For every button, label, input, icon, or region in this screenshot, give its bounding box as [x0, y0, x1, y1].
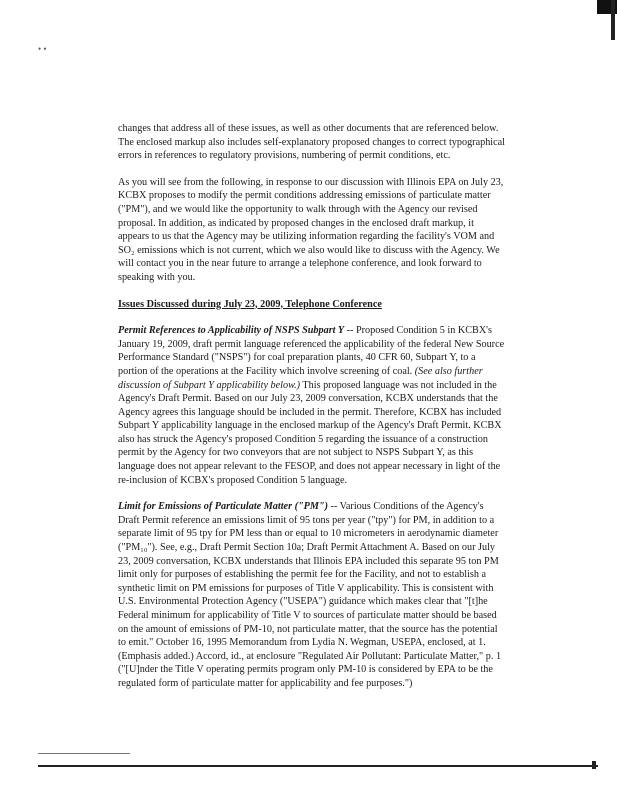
letter-body: [118, 122, 506, 704]
paragraph-text: -- Various Conditions of the Agency's Draft Permit reference an emissions limit of 95 tons per year ("tpy") for PM, in addition to a separate limit of 95 tpy for PM less than or equal to 10 micrometers in aerodynamic diameter ("PM₁₀"). See, e.g., Draft Permit Section 10a; Draft Permit Attachment A. Based on our July 23, 2009 conversation, KCBX understands that Illinois EPA included this separate 95 ton PM limit only for purposes of establishing the permit fee for the Facility, and not to establish a synthetic limit on PM emissions for purposes of Title V applicability. This is consistent with U.S. Environmental Protection Agency ("USEPA") guidance which makes clear that "[t]he Federal minimum for applicability of Title V to sources of particulate matter should be based on the amount of emissions of PM-10, not particulate matter, that the source has the potential to emit." October 16, 1995 Memorandum from Lydia N. Wegman, USEPA, enclosed, at 1. (Emphasis added.) Accord, id., at enclosure "Regulated Air Pollutant: Particulate Matter," p. 1 ("[U]nder the Title V operating permits program only PM-10 is considered by EPA to be the regulated form of particulate matter for applicability and fee purposes."): [118, 501, 502, 689]
page-bottom-edge: [38, 765, 598, 767]
paragraph-lead: Permit References to Applicability of NSPS Subpart Y: [118, 325, 345, 337]
paragraph-text: This proposed language was not included in the Agency's Draft Permit. Based on our July 23, 2009 conversation, KCBX understands that the Agency agrees this language should be included in the permit. Therefore, KCBX has included Subpart Y applicability language in the enclosed markup of the Agency's Draft Permit. KCBX also has struck the Agency's proposed Condition 5 regarding the issuance of a construction permit by the Agency for two conveyors that are not subject to NSPS Subpart Y, as this language does not appear relevant to the FESOP, and does not appear necessary in light of the re-inclusion of KCBX's proposed Condition 5 language.: [118, 379, 502, 486]
margin-mark: • •: [38, 44, 47, 54]
paragraph-intro: changes that address all of these issues, as well as other documents that are referenced below. The enclosed markup also includes self-explanatory proposed changes to correct typographical errors in references to regulatory provisions, numbering of permit conditions, etc.: [118, 123, 505, 162]
scan-edge-artifact: [592, 761, 596, 769]
section-heading: Issues Discussed during July 23, 2009, Telephone Conference: [118, 298, 382, 310]
footer-rule: [38, 753, 130, 754]
paragraph-text: -- Proposed Condition 5 in KCBX's January 19, 2009, draft permit language referenced the applicability of the federal New Source Performance Standard ("NSPS") for coal preparation plants, 40 CFR 60, Subpart Y, to a portion of the operations at the Facility which involve screening of coal.: [118, 325, 505, 377]
paragraph-proposal: As you will see from the following, in response to our discussion with Illinois EPA on July 23, KCBX proposes to modify the permit conditions addressing emissions of particulate matter ("PM"), and we would like the opportunity to walk through with the Agency our revised proposal. In addition, as indicated by proposed changes in the enclosed draft markup, it appears to us that the Agency may be utilizing information regarding the facility's VOM and SO₂ emissions which is not current, which we also would like to discuss with the Agency. We will contact you in the near future to arrange a telephone conference, and look forward to speaking with you.: [118, 176, 504, 283]
scan-edge-artifact: [611, 0, 615, 40]
paragraph-pm-limit: [118, 500, 506, 690]
paragraph-nsps-subpart-y: [118, 324, 506, 487]
paragraph-see-also: (See also further discussion of Subpart Y applicability below.): [118, 365, 483, 391]
paragraph-lead: Limit for Emissions of Particulate Matter ("PM"): [118, 501, 328, 513]
